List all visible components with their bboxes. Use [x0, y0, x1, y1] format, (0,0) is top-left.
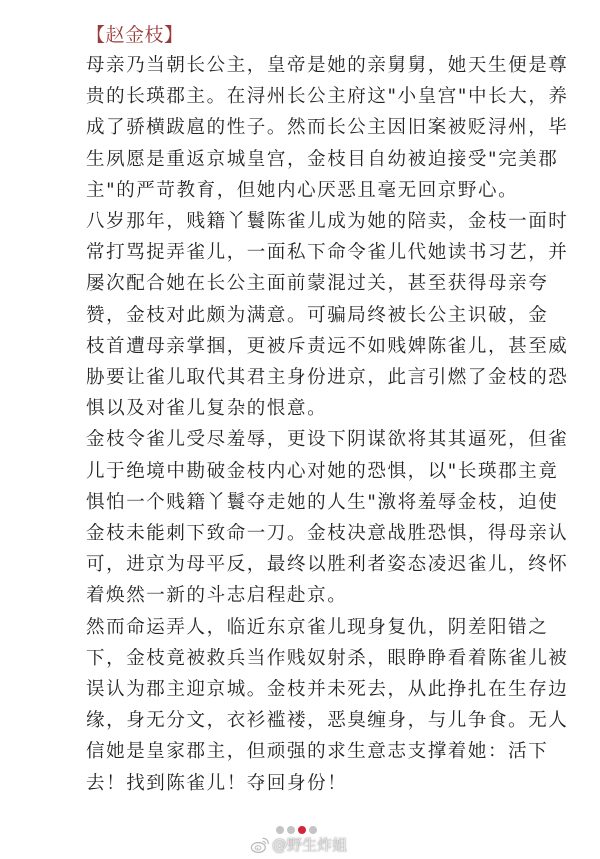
text-line: 常打骂捉弄雀儿，一面私下命令雀儿代她读书习艺，并	[86, 242, 569, 264]
text-line: 儿于绝境中勘破金枝内心对她的恐惧，以"长瑛郡主竟	[86, 460, 559, 482]
text-line: 金枝未能刺下致命一刀。金枝决意战胜恐惧，得母亲认	[86, 523, 569, 545]
page-dot-2[interactable]	[287, 826, 295, 834]
text-line: 下，金枝竟被救兵当作贱奴射杀，眼睁睁看着陈雀儿被	[86, 647, 569, 669]
paragraph-4	[86, 612, 569, 799]
text-line: 然而命运弄人，临近东京雀儿现身复仇，阴差阳错之	[86, 616, 549, 638]
paragraph-1	[86, 50, 569, 206]
text-line: 缘，身无分文，衣衫褴褛，恶臭缠身，与儿争食。无人	[86, 710, 569, 732]
weibo-icon	[250, 836, 270, 854]
text-line: 八岁那年，贱籍丫鬟陈雀儿成为她的陪卖，金枝一面时	[86, 211, 569, 233]
text-line: 信她是皇家郡主，但顽强的求生意志支撑着她：活下	[86, 741, 549, 763]
text-line: 生夙愿是重返京城皇宫，金枝目自幼被迫接受"完美郡	[86, 148, 559, 170]
text-line: 屡次配合她在长公主面前蒙混过关，甚至获得母亲夸	[86, 273, 549, 295]
page-dot-3-active[interactable]	[298, 826, 306, 834]
text-line: 去！找到陈雀儿！夺回身份！	[86, 772, 348, 794]
text-line: 枝首遭母亲掌掴，更被斥责远不如贱婢陈雀儿，甚至威	[86, 335, 569, 357]
article-content	[86, 20, 569, 799]
text-line: 主"的严苛教育，但她内心厌恶且毫无回京野心。	[86, 179, 519, 201]
watermark	[250, 834, 347, 855]
text-line: 金枝令雀儿受尽羞辱，更设下阴谋欲将其其逼死，但雀	[86, 429, 569, 451]
text-line: 胁要让雀儿取代其君主身份进京，此言引燃了金枝的恐	[86, 367, 569, 389]
text-line: 可，进京为母平反，最终以胜利者姿态凌迟雀儿，终怀	[86, 554, 569, 576]
text-line: 母亲乃当朝长公主，皇帝是她的亲舅舅，她天生便是尊	[86, 55, 569, 76]
page-dot-1[interactable]	[276, 826, 284, 834]
paragraph-2	[86, 206, 569, 424]
character-title: 【赵金枝】	[86, 24, 184, 46]
text-line: 成了骄横跋扈的性子。然而长公主因旧案被贬浔州，毕	[86, 117, 569, 139]
text-line: 惧怕一个贱籍丫鬟夺走她的人生"激将羞辱金枝，迫使	[86, 491, 559, 513]
image-footer	[250, 824, 370, 858]
text-line: 着焕然一新的斗志启程赴京。	[86, 585, 348, 607]
text-line: 贵的长瑛郡主。在浔州长公主府这"小皇宫"中长大，养	[86, 86, 569, 108]
watermark-text: @野生炸姐	[272, 836, 348, 854]
text-line: 赞，金枝对此颇为满意。可骗局终被长公主识破，金	[86, 304, 549, 326]
page-dot-4[interactable]	[309, 826, 317, 834]
text-line: 误认为郡主迎京城。金枝并未死去，从此挣扎在生存边	[86, 679, 569, 701]
text-line: 惧以及对雀儿复杂的恨意。	[86, 398, 328, 420]
paragraph-3	[86, 424, 569, 611]
